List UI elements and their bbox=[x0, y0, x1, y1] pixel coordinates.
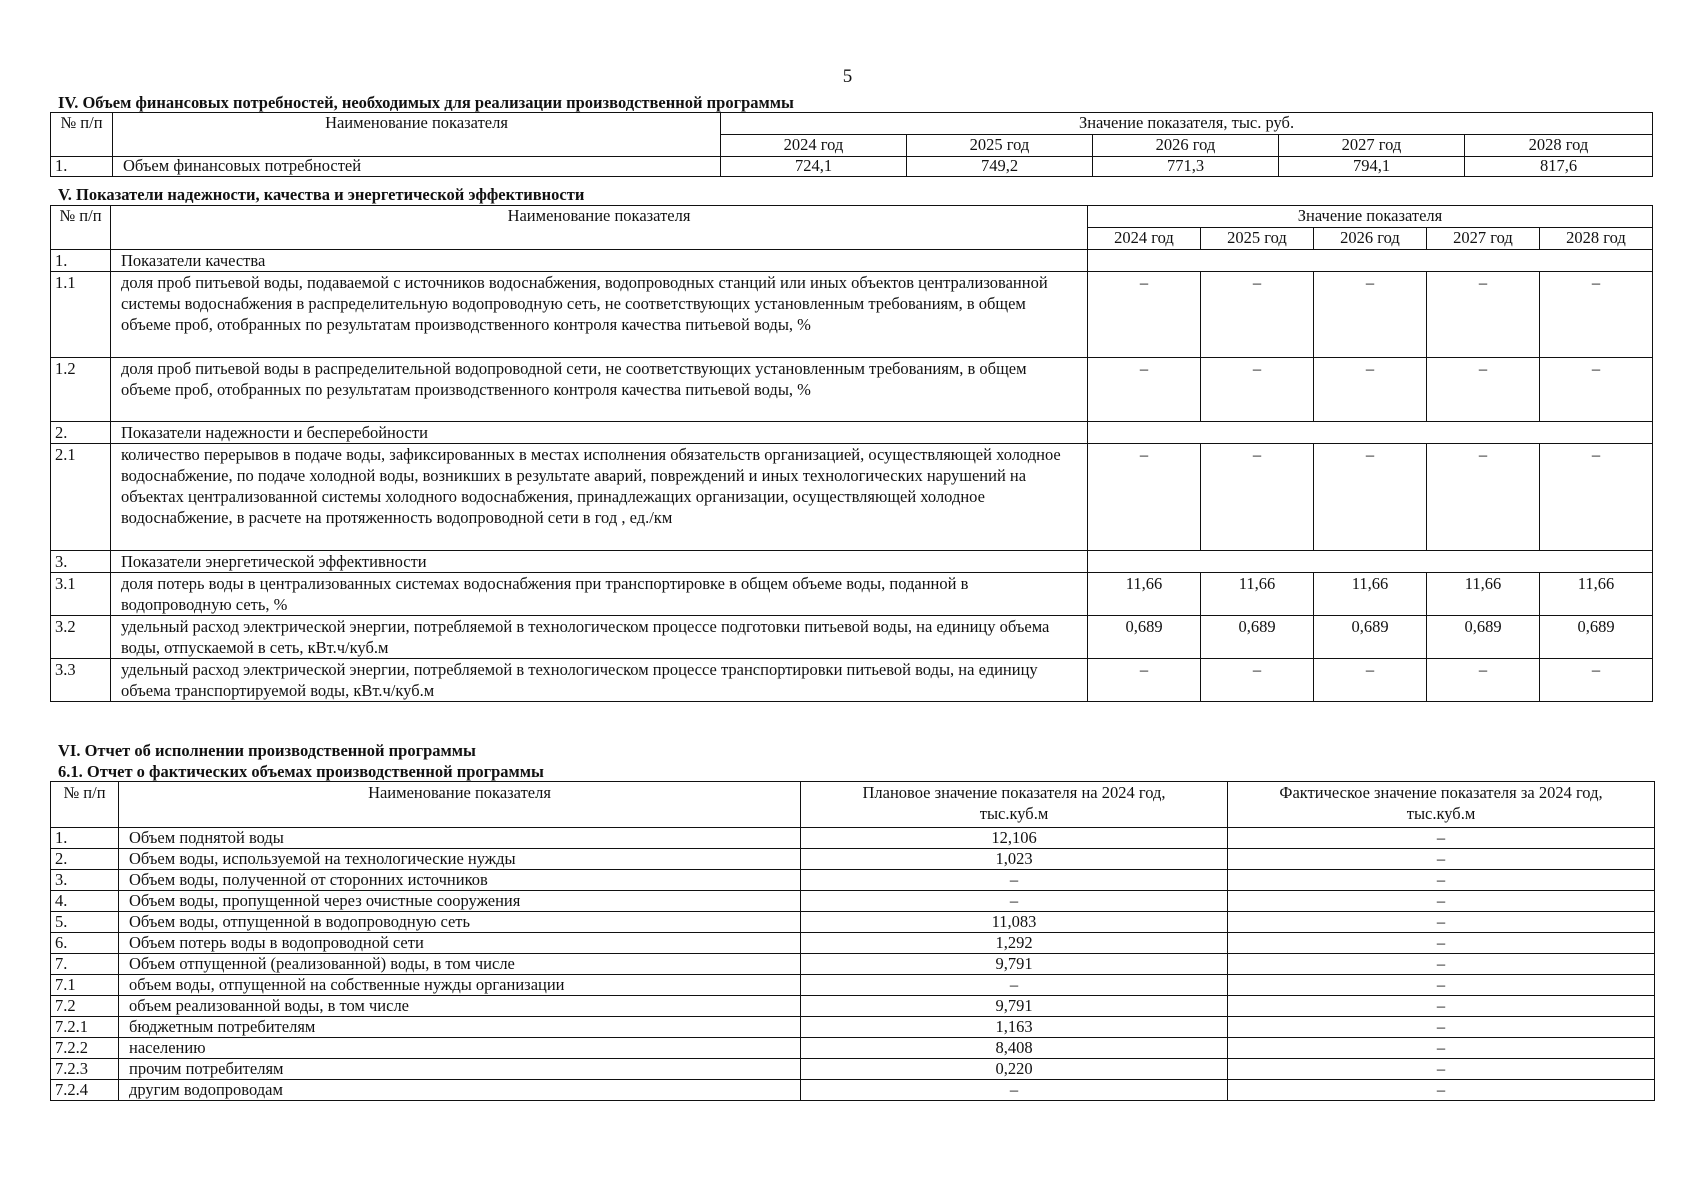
year-header: 2025 год bbox=[1201, 228, 1314, 250]
row-fact: – bbox=[1228, 891, 1655, 912]
row-value: – bbox=[1540, 659, 1653, 702]
row-value: 11,66 bbox=[1540, 573, 1653, 616]
row-value: 0,689 bbox=[1427, 616, 1540, 659]
row-name: количество перерывов в подаче воды, зафиксированных в местах исполнения обязательств организацией, осуществляющей холодное водоснабжение, по подаче холодной воды, возникших в результате аварий, повреждений и иных технологических нарушений на объектах централизованной системы холодного водоснабжения, принадлежащих организации, осуществляющей холодное водоснабжение, в расчете на протяженность водопроводной сети в год , ед./км bbox=[111, 444, 1088, 551]
group-empty-cell bbox=[1088, 551, 1653, 573]
section-4-title: IV. Объем финансовых потребностей, необходимых для реализации производственной программы bbox=[58, 93, 794, 112]
row-name: Объем потерь воды в водопроводной сети bbox=[119, 933, 801, 954]
section-5-title: V. Показатели надежности, качества и энергетической эффективности bbox=[58, 185, 585, 204]
row-value: 0,689 bbox=[1540, 616, 1653, 659]
row-value: – bbox=[1314, 444, 1427, 551]
row-plan: – bbox=[801, 975, 1228, 996]
row-name: Объем финансовых потребностей bbox=[113, 157, 721, 177]
row-value: – bbox=[1088, 659, 1201, 702]
row-value: 817,6 bbox=[1465, 157, 1653, 177]
row-value: – bbox=[1201, 272, 1314, 358]
row-number: 3.3 bbox=[51, 659, 111, 702]
row-name: Объем воды, пропущенной через очистные сооружения bbox=[119, 891, 801, 912]
year-header: 2027 год bbox=[1279, 135, 1465, 157]
row-name: бюджетным потребителям bbox=[119, 1017, 801, 1038]
row-value: – bbox=[1088, 358, 1201, 422]
row-name: доля проб питьевой воды, подаваемой с источников водоснабжения, водопроводных станций или иных объектов централизованной системы водоснабжения в распределительную водопроводную сеть, не соответствующих установленным требованиям, в общем объеме проб, отобранных по результатам производственного контроля качества питьевой воды, % bbox=[111, 272, 1088, 358]
row-value: – bbox=[1427, 659, 1540, 702]
table-row bbox=[51, 828, 1655, 849]
row-value: – bbox=[1540, 358, 1653, 422]
group-row bbox=[51, 250, 1653, 272]
row-fact: – bbox=[1228, 870, 1655, 891]
row-plan: 8,408 bbox=[801, 1038, 1228, 1059]
row-name: другим водопроводам bbox=[119, 1080, 801, 1101]
row-plan: – bbox=[801, 1080, 1228, 1101]
row-number: 3.1 bbox=[51, 573, 111, 616]
row-value: 11,66 bbox=[1088, 573, 1201, 616]
row-plan: 9,791 bbox=[801, 954, 1228, 975]
row-name: доля проб питьевой воды в распределительной водопроводной сети, не соответствующих установленным требованиям, в общем объеме проб, отобранных по результатам производственного контроля качества питьевой воды, % bbox=[111, 358, 1088, 422]
table-row bbox=[51, 358, 1653, 422]
financial-needs-table bbox=[50, 112, 1653, 177]
row-value: – bbox=[1088, 444, 1201, 551]
row-value: 0,689 bbox=[1314, 616, 1427, 659]
table-row bbox=[51, 870, 1655, 891]
page-number: 5 bbox=[842, 66, 853, 87]
table-row bbox=[51, 444, 1653, 551]
row-number: 4. bbox=[51, 891, 119, 912]
row-value: 724,1 bbox=[721, 157, 907, 177]
group-row bbox=[51, 551, 1653, 573]
year-header: 2024 год bbox=[1088, 228, 1201, 250]
row-name: объем воды, отпущенной на собственные нужды организации bbox=[119, 975, 801, 996]
row-value: – bbox=[1427, 272, 1540, 358]
header-no: № п/п bbox=[51, 206, 111, 250]
row-value: – bbox=[1314, 272, 1427, 358]
row-value: – bbox=[1427, 444, 1540, 551]
header-name: Наименование показателя bbox=[119, 782, 801, 828]
group-name: Показатели надежности и бесперебойности bbox=[111, 422, 1088, 444]
row-number: 7.2.1 bbox=[51, 1017, 119, 1038]
section-6-title: VI. Отчет об исполнении производственной программы bbox=[58, 741, 476, 760]
row-number: 3. bbox=[51, 870, 119, 891]
row-value: – bbox=[1088, 272, 1201, 358]
row-number: 7.2.2 bbox=[51, 1038, 119, 1059]
row-number: 7.2.4 bbox=[51, 1080, 119, 1101]
row-value: 11,66 bbox=[1427, 573, 1540, 616]
row-fact: – bbox=[1228, 975, 1655, 996]
row-fact: – bbox=[1228, 1080, 1655, 1101]
row-number: 1. bbox=[51, 157, 113, 177]
row-fact: – bbox=[1228, 1059, 1655, 1080]
row-name: объем реализованной воды, в том числе bbox=[119, 996, 801, 1017]
row-fact: – bbox=[1228, 996, 1655, 1017]
row-name: Объем воды, используемой на технологические нужды bbox=[119, 849, 801, 870]
row-value: 771,3 bbox=[1093, 157, 1279, 177]
year-header: 2024 год bbox=[721, 135, 907, 157]
table-row bbox=[51, 659, 1653, 702]
table-row bbox=[51, 891, 1655, 912]
year-header: 2027 год bbox=[1427, 228, 1540, 250]
row-value: – bbox=[1427, 358, 1540, 422]
table-row bbox=[51, 1017, 1655, 1038]
group-empty-cell bbox=[1088, 422, 1653, 444]
row-name: Объем отпущенной (реализованной) воды, в том числе bbox=[119, 954, 801, 975]
year-header: 2025 год bbox=[907, 135, 1093, 157]
row-number: 5. bbox=[51, 912, 119, 933]
table-row bbox=[51, 157, 1653, 177]
header-fact: Фактическое значение показателя за 2024 год, тыс.куб.м bbox=[1228, 782, 1655, 828]
row-value: – bbox=[1540, 444, 1653, 551]
table-row bbox=[51, 954, 1655, 975]
table-row bbox=[51, 975, 1655, 996]
table-row bbox=[51, 1038, 1655, 1059]
table-row bbox=[51, 933, 1655, 954]
row-value: 0,689 bbox=[1088, 616, 1201, 659]
row-name: населению bbox=[119, 1038, 801, 1059]
row-plan: – bbox=[801, 891, 1228, 912]
row-value: 794,1 bbox=[1279, 157, 1465, 177]
row-plan: 12,106 bbox=[801, 828, 1228, 849]
year-header: 2026 год bbox=[1093, 135, 1279, 157]
header-no: № п/п bbox=[51, 113, 113, 157]
row-number: 2. bbox=[51, 422, 111, 444]
row-number: 1.1 bbox=[51, 272, 111, 358]
row-name: Объем воды, полученной от сторонних источников bbox=[119, 870, 801, 891]
year-header: 2026 год bbox=[1314, 228, 1427, 250]
row-value: 0,689 bbox=[1201, 616, 1314, 659]
row-name: удельный расход электрической энергии, потребляемой в технологическом процессе подготовки питьевой воды, на единицу объема воды, отпускаемой в сеть, кВт.ч/куб.м bbox=[111, 616, 1088, 659]
group-empty-cell bbox=[1088, 250, 1653, 272]
header-plan: Плановое значение показателя на 2024 год, тыс.куб.м bbox=[801, 782, 1228, 828]
year-header: 2028 год bbox=[1465, 135, 1653, 157]
row-number: 2.1 bbox=[51, 444, 111, 551]
row-value: 11,66 bbox=[1201, 573, 1314, 616]
row-fact: – bbox=[1228, 1038, 1655, 1059]
row-number: 7. bbox=[51, 954, 119, 975]
row-fact: – bbox=[1228, 912, 1655, 933]
row-number: 7.1 bbox=[51, 975, 119, 996]
row-fact: – bbox=[1228, 933, 1655, 954]
row-fact: – bbox=[1228, 828, 1655, 849]
row-value: – bbox=[1201, 358, 1314, 422]
row-number: 3.2 bbox=[51, 616, 111, 659]
row-number: 1.2 bbox=[51, 358, 111, 422]
table-row bbox=[51, 996, 1655, 1017]
row-plan: 1,163 bbox=[801, 1017, 1228, 1038]
table-row bbox=[51, 616, 1653, 659]
row-plan: 11,083 bbox=[801, 912, 1228, 933]
quality-indicators-table bbox=[50, 205, 1653, 702]
row-number: 3. bbox=[51, 551, 111, 573]
row-value: – bbox=[1540, 272, 1653, 358]
group-name: Показатели качества bbox=[111, 250, 1088, 272]
row-value: – bbox=[1314, 358, 1427, 422]
table-row bbox=[51, 272, 1653, 358]
row-number: 1. bbox=[51, 250, 111, 272]
group-row bbox=[51, 422, 1653, 444]
row-name: прочим потребителям bbox=[119, 1059, 801, 1080]
row-plan: 1,292 bbox=[801, 933, 1228, 954]
row-value: – bbox=[1201, 444, 1314, 551]
row-value: – bbox=[1201, 659, 1314, 702]
header-value: Значение показателя bbox=[1088, 206, 1653, 228]
row-plan: 9,791 bbox=[801, 996, 1228, 1017]
table-row bbox=[51, 849, 1655, 870]
row-number: 2. bbox=[51, 849, 119, 870]
table-row bbox=[51, 1059, 1655, 1080]
row-name: Объем воды, отпущенной в водопроводную сеть bbox=[119, 912, 801, 933]
row-number: 7.2.3 bbox=[51, 1059, 119, 1080]
header-no: № п/п bbox=[51, 782, 119, 828]
header-name: Наименование показателя bbox=[113, 113, 721, 157]
row-number: 1. bbox=[51, 828, 119, 849]
row-fact: – bbox=[1228, 954, 1655, 975]
row-value: 749,2 bbox=[907, 157, 1093, 177]
row-plan: 0,220 bbox=[801, 1059, 1228, 1080]
table-row bbox=[51, 573, 1653, 616]
production-volumes-table bbox=[50, 781, 1655, 1101]
row-plan: – bbox=[801, 870, 1228, 891]
table-row bbox=[51, 912, 1655, 933]
row-plan: 1,023 bbox=[801, 849, 1228, 870]
year-header: 2028 год bbox=[1540, 228, 1653, 250]
row-name: удельный расход электрической энергии, потребляемой в технологическом процессе транспортировки питьевой воды, на единицу объема транспортируемой воды, кВт.ч/куб.м bbox=[111, 659, 1088, 702]
header-name: Наименование показателя bbox=[111, 206, 1088, 250]
row-value: 11,66 bbox=[1314, 573, 1427, 616]
row-fact: – bbox=[1228, 849, 1655, 870]
table-row bbox=[51, 1080, 1655, 1101]
group-name: Показатели энергетической эффективности bbox=[111, 551, 1088, 573]
section-6-1-title: 6.1. Отчет о фактических объемах производственной программы bbox=[58, 762, 544, 781]
header-value: Значение показателя, тыс. руб. bbox=[721, 113, 1653, 135]
row-name: доля потерь воды в централизованных системах водоснабжения при транспортировке в общем объеме воды, поданной в водопроводную сеть, % bbox=[111, 573, 1088, 616]
row-value: – bbox=[1314, 659, 1427, 702]
row-number: 6. bbox=[51, 933, 119, 954]
row-name: Объем поднятой воды bbox=[119, 828, 801, 849]
row-number: 7.2 bbox=[51, 996, 119, 1017]
row-fact: – bbox=[1228, 1017, 1655, 1038]
